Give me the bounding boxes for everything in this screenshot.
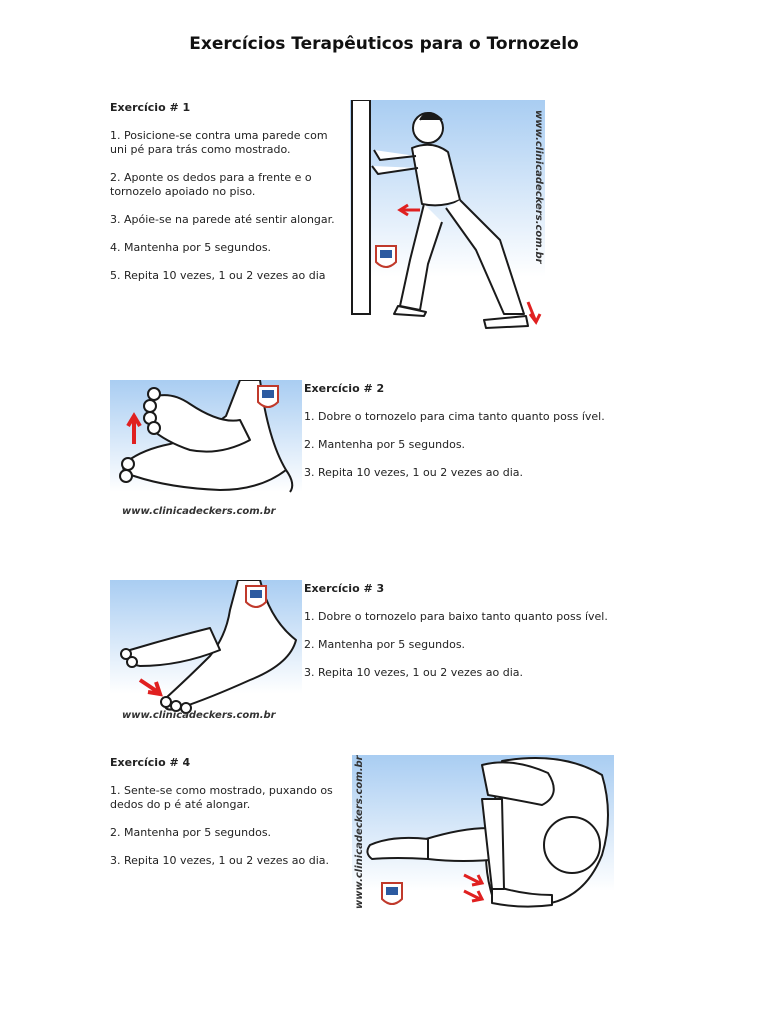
exercise-1-step-4: 4. Mantenha por 5 segundos. bbox=[110, 241, 272, 254]
exercise-2-heading: Exercício # 2 bbox=[304, 382, 385, 395]
exercise-3-step-2: 2. Mantenha por 5 segundos. bbox=[304, 638, 466, 651]
exercise-1-heading: Exercício # 1 bbox=[110, 101, 191, 114]
clinic-seal-icon bbox=[246, 586, 266, 607]
exercise-4-step-1: 1. Sente-se como mostrado, puxando os dedos do p é até alongar. bbox=[110, 784, 333, 811]
clinic-seal-icon bbox=[258, 386, 278, 407]
exercise-4-step-3: 3. Repita 10 vezes, 1 ou 2 vezes ao dia. bbox=[110, 854, 330, 867]
exercise-4-text bbox=[110, 756, 352, 882]
exercise-2-text bbox=[304, 382, 634, 494]
exercise-2-step-2: 2. Mantenha por 5 segundos. bbox=[304, 438, 466, 451]
exercise-4-illustration bbox=[352, 755, 614, 915]
page-title: Exercícios Terapêuticos para o Tornozelo bbox=[189, 34, 579, 54]
clinic-seal-icon bbox=[382, 883, 402, 904]
exercise-3-illustration bbox=[110, 580, 302, 722]
exercise-3-heading: Exercício # 3 bbox=[304, 582, 385, 595]
exercise-1-step-2: 2. Aponte os dedos para a frente e o tornozelo apoiado no piso. bbox=[110, 171, 312, 198]
exercise-4-step-2: 2. Mantenha por 5 segundos. bbox=[110, 826, 272, 839]
exercise-2-illustration bbox=[110, 380, 302, 520]
exercise-1-illustration bbox=[350, 100, 545, 336]
exercise-2-step-3: 3. Repita 10 vezes, 1 ou 2 vezes ao dia. bbox=[304, 466, 524, 479]
exercise-1-text bbox=[110, 101, 348, 297]
clinic-seal-icon bbox=[376, 246, 396, 267]
exercise-3-step-1: 1. Dobre o tornozelo para baixo tanto quanto poss ível. bbox=[304, 610, 608, 623]
watermark-text: www.clinicadeckers.com.br bbox=[122, 506, 276, 517]
exercise-3-step-3: 3. Repita 10 vezes, 1 ou 2 vezes ao dia. bbox=[304, 666, 524, 679]
exercise-4-heading: Exercício # 4 bbox=[110, 756, 191, 769]
exercise-1-step-3: 3. Apóie-se na parede até sentir alongar. bbox=[110, 213, 335, 226]
exercise-2-step-1: 1. Dobre o tornozelo para cima tanto quanto poss ível. bbox=[304, 410, 605, 423]
watermark-text: www.clinicadeckers.com.br bbox=[354, 755, 365, 909]
exercise-1-step-5: 5. Repita 10 vezes, 1 ou 2 vezes ao dia bbox=[110, 269, 326, 282]
watermark-text: www.clinicadeckers.com.br bbox=[122, 710, 276, 721]
watermark-text: www.clinicadeckers.com.br bbox=[533, 110, 544, 264]
exercise-1-step-1: 1. Posicione-se contra uma parede com uni pé para trás como mostrado. bbox=[110, 129, 328, 156]
exercise-3-text bbox=[304, 582, 634, 694]
